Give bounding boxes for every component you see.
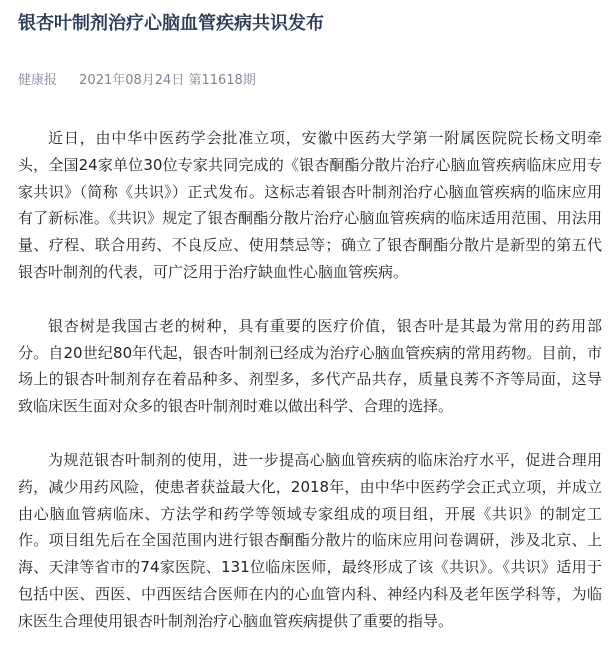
- article-source: 健康报: [18, 73, 58, 88]
- article-paragraph-3: 为规范银杏叶制剂的使用，进一步提高心脑血管疾病的临床治疗水平，促进合理用药，减少用药风险，使患者获益最大化，2018年，由中华中医药学会正式立项，并成立由心脑血管病临床、方法学和药学等领域专家组成的项目组，开展《共识》的制定工作。项目组先后在全国范围内进行银杏酮酯分散片的临床应用问卷调研，涉及北京、上海、天津等省市的74家医院、131位临床医师，最终形成了该《共识》。《共识》适用于包括中医、西医、中西医结合医师在内的心血管内科、神经内科及老年医学科等，为临床医生合理使用银杏叶制剂治疗心脑血管疾病提供了重要的指导。: [18, 450, 602, 630]
- article-title: 银杏叶制剂治疗心脑血管疾病共识发布: [18, 13, 324, 34]
- article-paragraph-2: 银杏树是我国古老的树种，具有重要的医疗价值，银杏叶是其最为常用的药用部分。自20世纪80年代起，银杏叶制剂已经成为治疗心脑血管疾病的常用药物。目前，市场上的银杏叶制剂存在着品种多、剂型多，多代产品共存，质量良莠不齐等局面，这导致临床医生面对众多的银杏叶制剂时难以做出科学、合理的选择。: [18, 316, 602, 416]
- article-paragraph-1: 近日，由中华中医药学会批准立项，安徽中医药大学第一附属医院院长杨文明牵头，全国24家单位30位专家共同完成的《银杏酮酯分散片治疗心脑血管疾病临床应用专家共识》（简称《共识》）正式发布。这标志着银杏叶制剂治疗心脑血管疾病的临床应用有了新标准。《共识》规定了银杏酮酯分散片治疗心脑血管疾病的临床适用范围、用法用量、疗程、联合用药、不良反应、使用禁忌等；确立了银杏酮酯分散片是新型的第五代银杏叶制剂的代表，可广泛用于治疗缺血性心脑血管疾病。: [18, 129, 602, 281]
- article-meta: [18, 71, 256, 91]
- article-date-issue: 2021年08月24日 第11618期: [79, 73, 256, 88]
- article-body: [18, 125, 602, 662]
